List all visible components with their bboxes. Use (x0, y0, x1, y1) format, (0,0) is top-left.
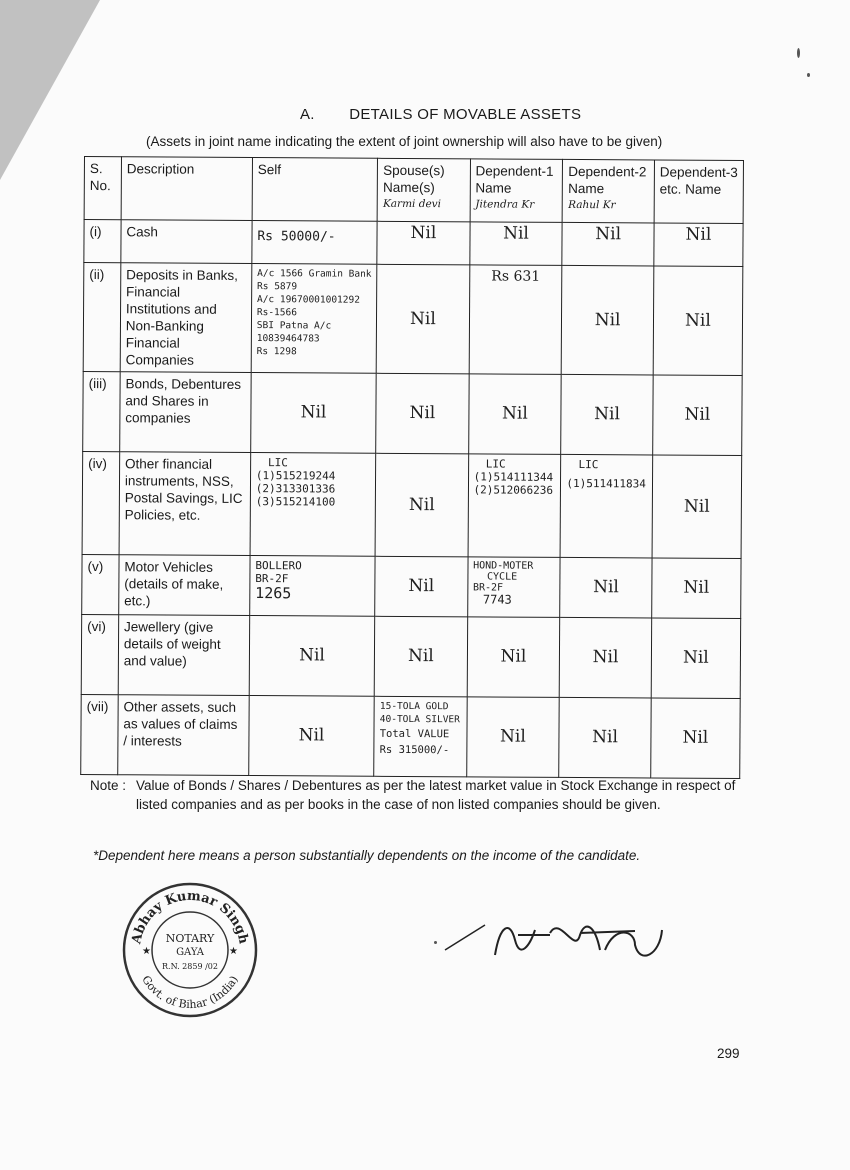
handwritten-value: Nil (685, 224, 712, 245)
handwritten-value: Nil (503, 223, 529, 244)
handwritten-line: 15-TOLA GOLD (379, 700, 449, 713)
note-label: Note : (90, 778, 127, 793)
table-row (81, 694, 740, 778)
handwritten-line: Rs-1566 (256, 307, 297, 319)
seal-reg: R.N. 2859 /02 (162, 962, 218, 971)
header-dep1 (470, 159, 563, 223)
header-self: Self (252, 158, 378, 222)
cell-spouse (375, 453, 468, 557)
cell-self (250, 453, 376, 557)
handwritten-line: BOLLERO (255, 559, 302, 573)
cell-dep2 (562, 265, 654, 375)
section-subheading: (Assets in joint name indicating the extent of joint ownership will also have to be given) (146, 134, 663, 149)
table-row (82, 554, 741, 618)
row-sno: (v) (82, 554, 119, 614)
row-description: Other assets, such as values of claims / interests (118, 695, 249, 776)
handwritten-line: (1)515219244 (255, 469, 336, 483)
section-heading (300, 106, 581, 123)
star-icon: ★ (142, 946, 151, 957)
handwritten-line: A/c 1566 Gramin Bank (257, 268, 372, 280)
handwritten-value: Nil (298, 725, 325, 746)
table-row (83, 371, 742, 455)
spouse-name: Karmi devi (382, 197, 442, 211)
header-sno: S. No. (84, 157, 121, 220)
handwritten-value: Nil (683, 577, 710, 598)
cell-self (252, 221, 378, 265)
scan-speck (807, 73, 810, 77)
cell-self (251, 264, 377, 374)
cell-dep2 (560, 557, 652, 618)
handwritten-value: Nil (407, 645, 434, 667)
header-dep3: Dependent-3 etc. Name (654, 160, 744, 224)
cell-self (251, 373, 377, 454)
handwritten-value: Nil (408, 494, 435, 515)
row-description: Deposits in Banks, Financial Institutions and Non-Banking Financial Companies (120, 263, 252, 373)
handwritten-line: HOND-MOTER (473, 560, 534, 572)
cell-dep1 (467, 557, 560, 618)
header-dep1-label: Dependent-1 Name (475, 163, 554, 196)
cell-dep1 (469, 265, 562, 375)
handwritten-value: Nil (408, 575, 435, 597)
row-sno: (iii) (83, 371, 120, 451)
scan-speck (797, 48, 800, 58)
row-description: Cash (121, 220, 252, 264)
handwritten-line: A/c 19670001001292 (256, 294, 360, 306)
handwritten-line: LIC (578, 458, 599, 472)
handwritten-value: Nil (592, 647, 619, 668)
handwritten-line: SBI Patna A/c 10839464783 (256, 320, 332, 345)
cell-dep1 (469, 222, 562, 266)
cell-spouse (376, 373, 469, 454)
handwritten-value: Nil (594, 404, 620, 425)
handwritten-line: 7743 (482, 592, 512, 607)
handwritten-line: (2)512066236 (473, 483, 554, 497)
seal-place: GAYA (176, 947, 204, 958)
cell-dep2 (560, 454, 652, 558)
cell-dep1 (468, 454, 561, 558)
signature (440, 905, 670, 975)
cell-self (249, 696, 375, 777)
cell-dep3 (654, 223, 743, 267)
handwritten-value: Nil (299, 645, 325, 666)
handwritten-value: Nil (595, 224, 622, 245)
cell-dep1 (467, 617, 560, 698)
handwritten-value: Rs 50000/- (257, 229, 336, 245)
cell-dep2 (560, 617, 652, 698)
cell-dep2 (559, 697, 651, 778)
handwritten-value: Nil (500, 646, 527, 667)
header-description: Description (121, 157, 252, 221)
header-dep2-label: Dependent-2 Name (568, 163, 647, 197)
cell-dep2 (561, 374, 653, 455)
section-number: A. (300, 106, 315, 123)
table-row (81, 614, 740, 698)
dep2-name: Rahul Kr (568, 198, 616, 212)
row-sno: (i) (84, 220, 121, 263)
handwritten-value: Nil (592, 727, 619, 748)
table-row (84, 220, 743, 267)
section-title: DETAILS OF MOVABLE ASSETS (349, 106, 582, 123)
cell-dep2 (562, 222, 654, 266)
cell-spouse (377, 221, 470, 265)
cell-dep3 (653, 266, 743, 376)
handwritten-value: Nil (682, 727, 709, 748)
cell-spouse (376, 264, 469, 374)
seal-govt: Govt. of Bihar (India) (139, 973, 241, 1012)
row-description: Motor Vehicles (details of make, etc.) (119, 555, 250, 616)
handwritten-line: 40-TOLA SILVER (379, 713, 460, 726)
handwritten-line: BR-2F (255, 572, 289, 586)
row-sno: (vi) (81, 614, 118, 694)
star-icon: ★ (229, 946, 238, 957)
handwritten-value: Rs 631 (491, 268, 541, 285)
note-text: Value of Bonds / Shares / Debentures as per the latest market value in Stock Exchange in respect of listed companies and as per books in the case of non listed companies should be given. (136, 778, 736, 812)
handwritten-line: Total VALUE (379, 727, 450, 741)
scan-speck (434, 941, 437, 944)
cell-spouse (374, 616, 467, 697)
header-spouse-label: Spouse(s) Name(s) (383, 162, 445, 196)
handwritten-value: Nil (410, 222, 437, 244)
handwritten-value: Nil (682, 647, 709, 668)
handwritten-value: Nil (409, 308, 436, 329)
handwritten-line: (1)511411834 (566, 476, 646, 491)
handwritten-value: Nil (593, 577, 619, 598)
cell-dep3 (653, 375, 743, 456)
handwritten-value: Nil (500, 726, 526, 747)
handwritten-value: Nil (300, 402, 327, 423)
cell-spouse (374, 696, 467, 777)
handwritten-line: Rs 5879 (257, 281, 298, 293)
handwritten-line: (3)515214100 (255, 495, 336, 509)
row-description: Other financial instruments, NSS, Postal Savings, LIC Policies, etc. (119, 452, 251, 556)
movable-assets-table (80, 156, 744, 779)
cell-self (249, 616, 375, 697)
seal-name: Abhay Kumar Singh (129, 888, 251, 946)
handwritten-value: Nil (594, 309, 621, 330)
row-sno: (iv) (82, 451, 119, 554)
handwritten-value: Nil (409, 402, 436, 424)
handwritten-line: Rs 315000/- (379, 743, 450, 757)
handwritten-line: 1265 (255, 584, 292, 603)
cell-dep1 (466, 697, 559, 778)
seal-title: NOTARY (165, 932, 215, 945)
handwritten-line: LIC (485, 457, 506, 471)
handwritten-line: CYCLE (486, 571, 518, 583)
cell-dep3 (652, 455, 742, 559)
row-description: Jewellery (give details of weight and value) (118, 615, 249, 696)
handwritten-line: Rs 1298 (256, 346, 297, 358)
cell-dep3 (651, 698, 741, 779)
handwritten-line: LIC (267, 456, 288, 470)
row-description: Bonds, Debentures and Shares in companies (120, 372, 251, 453)
row-sno: (vii) (81, 694, 118, 774)
handwritten-line: (1)514111344 (473, 470, 554, 484)
notary-seal (120, 880, 260, 1020)
cell-self (250, 556, 376, 617)
cell-spouse (375, 556, 468, 617)
handwritten-value: Nil (501, 403, 528, 424)
table-row (82, 451, 742, 558)
handwritten-value: Nil (683, 496, 710, 517)
table-header-row (84, 157, 743, 224)
dependent-definition: *Dependent here means a person substantially dependents on the income of the candidate. (93, 848, 641, 863)
handwritten-line: (2)313301336 (255, 482, 336, 496)
header-dep2 (562, 159, 654, 223)
valuation-note (90, 776, 745, 814)
cell-dep3 (651, 618, 741, 699)
handwritten-value: Nil (684, 404, 711, 425)
cell-dep3 (652, 558, 742, 619)
handwritten-line: BR-2F (472, 582, 504, 594)
scan-shadow (0, 0, 100, 180)
header-spouse (377, 158, 470, 222)
table-row (83, 263, 743, 376)
cell-dep1 (468, 374, 561, 455)
page-number: 299 (717, 1046, 740, 1061)
dep1-name: Jitendra Kr (475, 198, 535, 211)
handwritten-value: Nil (684, 310, 711, 331)
row-sno: (ii) (83, 263, 121, 372)
